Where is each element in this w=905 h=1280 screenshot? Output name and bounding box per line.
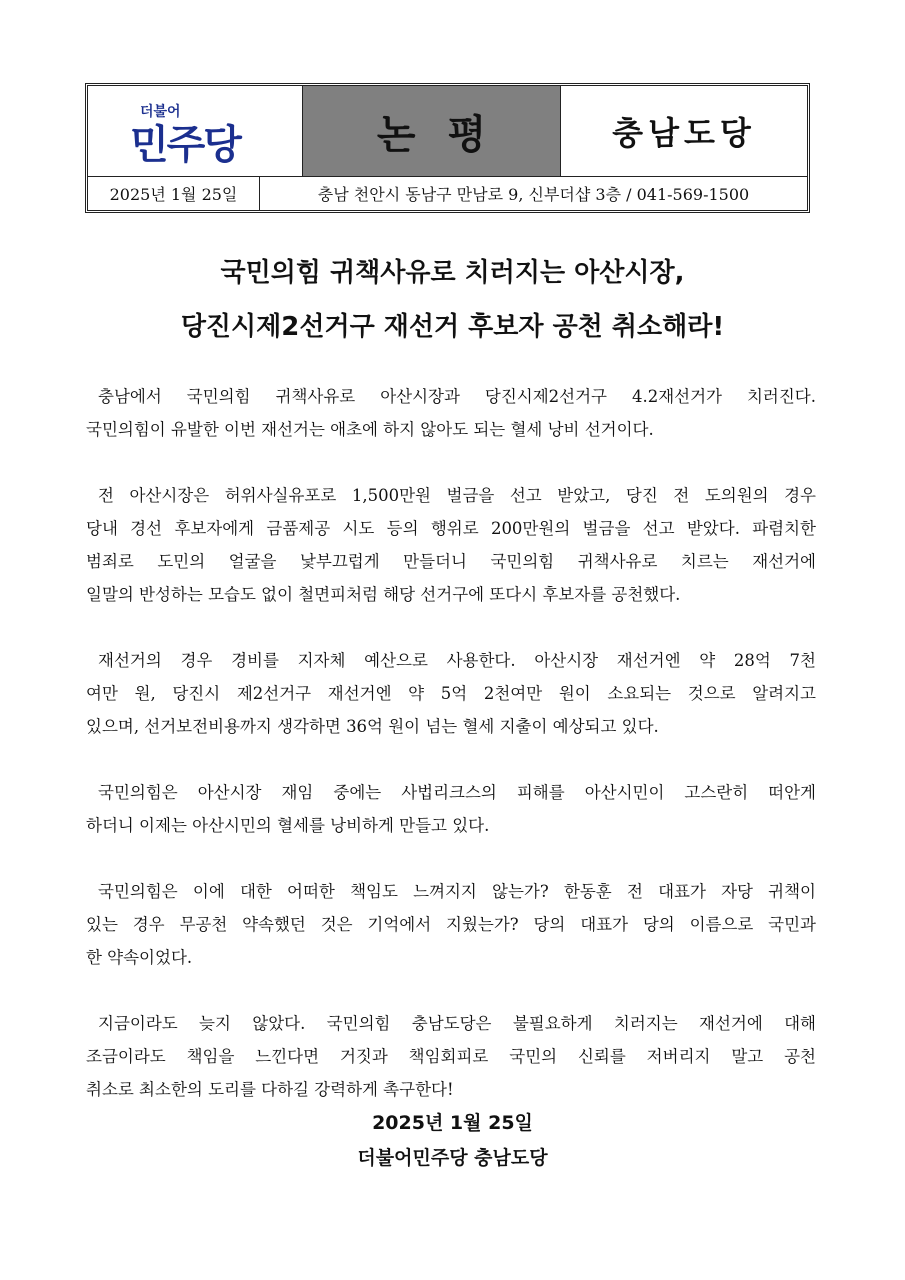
paragraph [86,1007,816,1106]
paragraph-line: 일말의 반성하는 모습도 없이 철면피처럼 해당 선거구에 또다시 후보자를 공천했다. [86,585,681,604]
paragraph-line: 전 아산시장은 허위사실유포로 1,500만원 벌금을 선고 받았고, 당진 전 도의원의 경우 [98,486,816,505]
paragraph-line: 있으며, 선거보전비용까지 생각하면 36억 원이 넘는 혈세 지출이 예상되고 있다. [86,717,659,736]
paragraph-line: 국민의힘은 아산시장 재임 중에는 사법리크스의 피해를 아산시민이 고스란히 떠안게 [98,783,816,802]
paragraph [86,776,816,842]
header-date: 2025년 1월 25일 [88,176,260,210]
paragraph-line: 범죄로 도민의 얼굴을 낯부끄럽게 만들더니 국민의힘 귀책사유로 치르는 재선거에 [86,552,816,571]
header-address: 충남 천안시 동남구 만남로 9, 신부더샵 3층 / 041-569-1500 [317,184,750,204]
press-header [85,83,810,213]
party-logo [130,101,260,168]
header-top-row [88,86,807,177]
paragraph [86,644,816,743]
paragraph-line: 취소로 최소한의 도리를 다하길 강력하게 촉구한다! [86,1080,454,1099]
paragraph-line: 여만 원, 당진시 제2선거구 재선거엔 약 5억 2천여만 원이 소요되는 것으로 알려지고 [86,684,816,703]
paragraph-line: 충남에서 국민의힘 귀책사유로 아산시장과 당진시제2선거구 4.2재선거가 치러진다. [98,387,816,406]
doc-type-label: 논평 [376,110,519,158]
paragraph-line: 한 약속이었다. [86,948,193,967]
org-cell [561,86,807,176]
paragraph-line: 국민의힘은 이에 대한 어떠한 책임도 느껴지지 않는가? 한동훈 전 대표가 자당 귀책이 [98,882,816,901]
party-logo-cell [88,86,303,176]
doc-type-cell [303,86,561,176]
paragraph-line: 하더니 이제는 아산시민의 혈세를 낭비하게 만들고 있다. [86,816,490,835]
paragraph-line: 국민의힘이 유발한 이번 재선거는 애초에 하지 않아도 되는 혈세 낭비 선거이다. [86,420,654,439]
headline-line-1: 국민의힘 귀책사유로 치러지는 아산시장, [220,258,685,288]
paragraph-line: 지금이라도 늦지 않았다. 국민의힘 충남도당은 불필요하게 치러지는 재선거에 대해 [98,1014,816,1033]
headline-line-2: 당진시제2선거구 재선거 후보자 공천 취소해라! [180,312,725,342]
org-label: 충남도당 [612,114,756,152]
paragraph [86,380,816,446]
paragraph [86,479,816,611]
paragraph-line: 재선거의 경우 경비를 지자체 예산으로 사용한다. 아산시장 재선거엔 약 28억 7천 [98,651,816,670]
signature-org: 더불어민주당 충남도당 [357,1147,548,1169]
paragraph-line: 당내 경선 후보자에게 금품제공 시도 등의 행위로 200만원의 벌금을 선고 받았다. 파렴치한 [86,519,816,538]
header-bottom-row [88,176,807,210]
signature-date: 2025년 1월 25일 [372,1112,533,1134]
paragraph-line: 있는 경우 무공천 약속했던 것은 기억에서 지웠는가? 당의 대표가 당의 이름으로 국민과 [86,915,816,934]
logo-small-text: 더불어 [140,104,181,120]
paragraph-line: 조금이라도 책임을 느낀다면 거짓과 책임회피로 국민의 신뢰를 저버리지 말고 공천 [86,1047,816,1066]
logo-main-text: 민주당 [130,122,240,168]
paragraph [86,875,816,974]
